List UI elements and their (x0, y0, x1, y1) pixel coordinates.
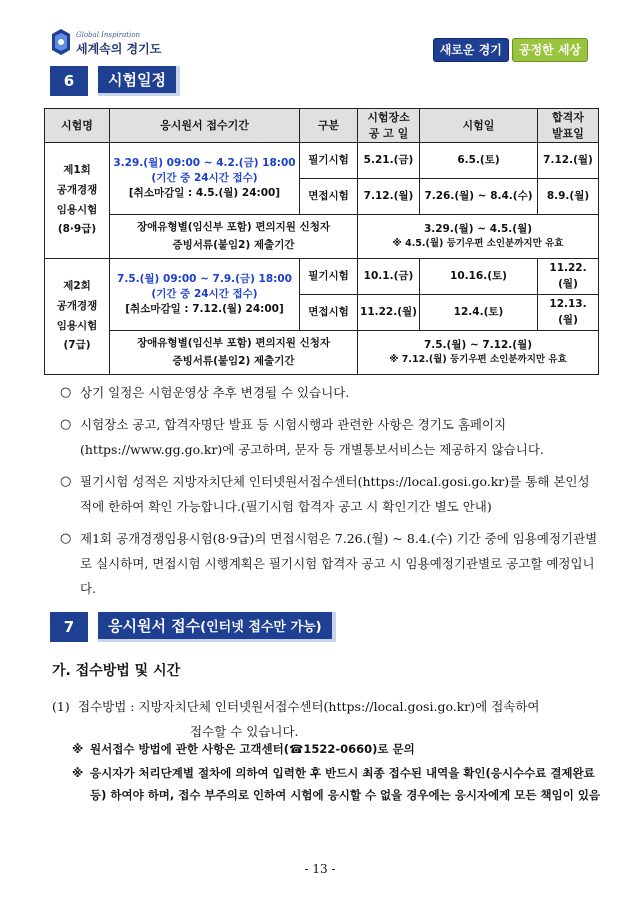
disabled-support-period-cell-1 (358, 215, 599, 259)
note-item (72, 738, 602, 760)
table-row (45, 215, 599, 259)
page-number: - 13 - (304, 862, 336, 876)
item-1-label: (1) (52, 699, 70, 714)
bullet-item (60, 380, 600, 405)
type-cell: 필기시험 (300, 143, 358, 179)
bullet-item (60, 412, 600, 462)
reference-mark-icon: ※ (72, 766, 84, 780)
venue-cell: 7.12.(월) (358, 179, 420, 215)
type-cell: 면접시험 (300, 295, 358, 331)
logo-title: 세계속의 경기도 (76, 42, 162, 56)
disabled-support-period-1: 3.29.(월) ~ 4.5.(월) (423, 223, 533, 235)
result-date-cell: 12.13.(월) (538, 295, 599, 331)
period-cell-1 (110, 143, 300, 215)
logo-tagline: Global Inspiration (76, 31, 141, 39)
note-text: 응시자가 처리단계별 절차에 의하여 입력한 후 반드시 최종 접수된 내역을 확인(응시수수료 결제완료 등) 하여야 하며, 접수 부주의로 인하여 시험에 응시할 수 없을 경우에는 응시자에게 모든 책임이 있음 (90, 766, 601, 802)
table-row (45, 259, 599, 295)
bullet-text: 제1회 공개경쟁임용시험(8·9급)의 면접시험은 7.26.(월) ~ 8.4.(수) 기간 중에 임용예정기관별로 실시하며, 면접시험 시행계획은 필기시험 합격자 공고 시 임용예정기관별로 공고할 예정입니다. (80, 531, 598, 596)
exam-name-2: 제2회 공개경쟁 임용시험 (7급) (45, 259, 110, 375)
exam-date-cell: 6.5.(토) (420, 143, 538, 179)
header-venue: 시험장소 공 고 일 (358, 109, 420, 143)
reference-mark-icon: ※ (72, 742, 84, 756)
bullet-text: 시험장소 공고, 합격자명단 발표 등 시험시행과 관련한 사항은 경기도 홈페이지 (https://www.gg.go.kr)에 공고하며, 문자 등 개별통보서비스는 제공하지 않습니다. (80, 417, 544, 457)
type-cell: 면접시험 (300, 179, 358, 215)
disabled-support-period-2: 7.5.(월) ~ 7.12.(월) (423, 339, 533, 351)
period-cell-2 (110, 259, 300, 331)
disabled-support-note-2: ※ 7.12.(월) 등기우편 소인분까지만 유효 (389, 354, 567, 366)
disabled-support-label-2: 장애유형별(임신부 포함) 편의지원 신청자 증빙서류(붙임2) 제출기간 (110, 331, 358, 375)
header-exam-name: 시험명 (45, 109, 110, 143)
period-1-line1: 3.29.(월) 09:00 ~ 4.2.(금) 18:00 (113, 156, 296, 169)
item-1-body (78, 694, 598, 744)
disabled-support-note-1: ※ 4.5.(월) 등기우편 소인분까지만 유효 (392, 238, 564, 250)
note-text: 원서접수 방법에 관한 사항은 고객센터(☎1522-0660)로 문의 (90, 742, 415, 756)
bullet-circle-icon: ○ (60, 474, 72, 489)
type-cell: 필기시험 (300, 259, 358, 295)
section-7-title: 응시원서 접수 (108, 617, 201, 635)
bullet-text: 상기 일정은 시험운영상 추후 변경될 수 있습니다. (80, 385, 350, 400)
item-1-line2: 접수할 수 있습니다. (190, 724, 299, 739)
exam-date-cell: 7.26.(월) ~ 8.4.(수) (420, 179, 538, 215)
section-7-number: 7 (50, 612, 88, 642)
venue-cell: 11.22.(월) (358, 295, 420, 331)
section-6-heading (50, 66, 180, 96)
item-1-line1: 접수방법 : 지방자치단체 인터넷원서접수센터(https://local.gosi.go.kr)에 접속하여 (78, 699, 540, 714)
slogan-left: 새로운 경기 (433, 38, 509, 62)
exam-schedule-table (44, 108, 599, 375)
exam-date-cell: 12.4.(토) (420, 295, 538, 331)
reference-notes (72, 738, 602, 808)
section-7-heading (50, 612, 336, 642)
bullet-circle-icon: ○ (60, 385, 72, 400)
bullet-circle-icon: ○ (60, 417, 72, 432)
result-date-cell: 8.9.(월) (538, 179, 599, 215)
period-2-line1: 7.5.(월) 09:00 ~ 7.9.(금) 18:00 (117, 272, 292, 285)
note-item (72, 762, 602, 806)
gyeonggi-logo (50, 28, 170, 58)
section-7-title-paren: (인터넷 접수만 가능) (200, 620, 322, 635)
venue-cell: 5.21.(금) (358, 143, 420, 179)
period-1-cancel: [취소마감일 : 4.5.(월) 24:00] (128, 187, 281, 200)
slogan (433, 38, 588, 62)
disabled-support-period-cell-2 (358, 331, 599, 375)
exam-date-cell: 10.16.(토) (420, 259, 538, 295)
header-period: 응시원서 접수기간 (110, 109, 300, 143)
header-exam-date: 시험일 (420, 109, 538, 143)
period-2-cancel: [취소마감일 : 7.12.(월) 24:00] (125, 303, 284, 316)
header-type: 구분 (300, 109, 358, 143)
subsection-a-heading: 가. 접수방법 및 시간 (52, 663, 181, 679)
table-header-row (45, 109, 599, 143)
section-6-title: 시험일정 (98, 66, 180, 96)
header-result: 합격자 발표일 (538, 109, 599, 143)
table-row (45, 331, 599, 375)
bullet-circle-icon: ○ (60, 531, 72, 546)
period-1-line2: (기간 중 24시간 접수) (151, 171, 258, 184)
result-date-cell: 7.12.(월) (538, 143, 599, 179)
section-7-title-box (98, 612, 336, 642)
table-row (45, 143, 599, 179)
bullet-item (60, 526, 600, 601)
disabled-support-label-1: 장애유형별(임신부 포함) 편의지원 신청자 증빙서류(붙임2) 제출기간 (110, 215, 358, 259)
gyeonggi-logo-mark-icon (50, 28, 72, 56)
exam-name-1: 제1회 공개경쟁 임용시험 (8·9급) (45, 143, 110, 259)
slogan-right: 공정한 세상 (512, 38, 588, 62)
period-2-line2: (기간 중 24시간 접수) (151, 287, 258, 300)
bullet-text: 필기시험 성적은 지방자치단체 인터넷원서접수센터(https://local.gosi.go.kr)를 통해 본인성적에 한하여 확인 가능합니다.(필기시험 합격자 공고 시 확인기간 별도 안내) (80, 474, 590, 514)
section-6-number: 6 (50, 66, 88, 96)
bullet-item (60, 469, 600, 519)
result-date-cell: 11.22.(월) (538, 259, 599, 295)
notice-bullets (60, 380, 600, 608)
venue-cell: 10.1.(금) (358, 259, 420, 295)
